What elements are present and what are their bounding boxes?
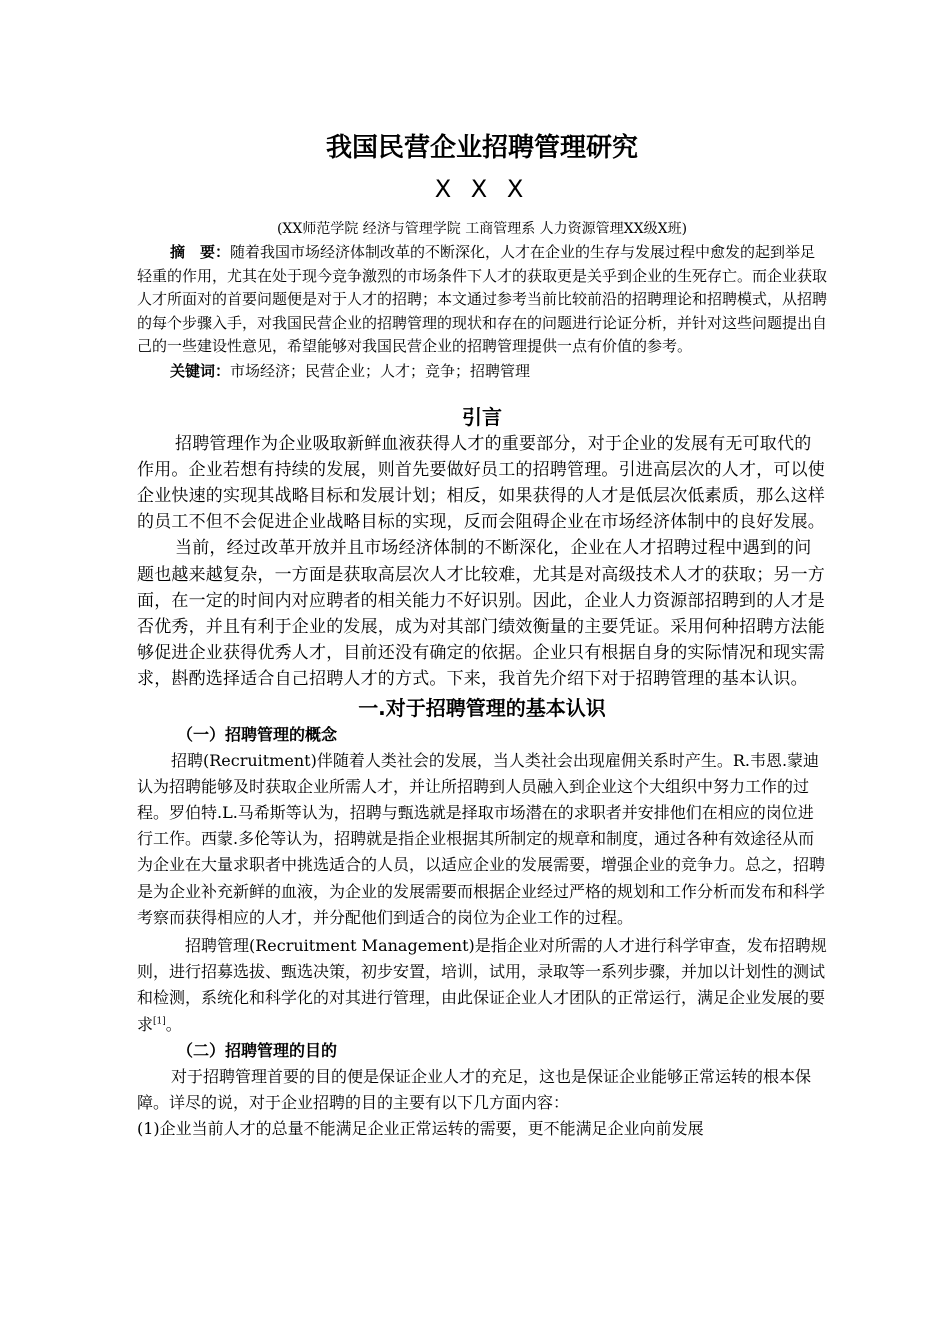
subsection-2-paragraph-1: 对于招聘管理首要的目的便是保证企业人才的充足，这也是保证企业能够正常运转的根本保障。详尽的说，对于企业招聘的目的主要有以下几方面内容： [137,1066,812,1112]
subsection-1-paragraph-1: 招聘(Recruitment)伴随着人类社会的发展，当人类社会出现雇佣关系时产生。R.韦恩.蒙迪认为招聘能够及时获取企业所需人才，并让所招聘到人员融入到企业这个大组织中努力工作的过程。罗伯特.L.马希斯等认为，招聘与甄选就是择取市场潜在的求职者并安排他们在相应的岗位进行工作。西蒙.多伦等认为，招聘就是指企业根据其所制定的规章和制度，通过各种有效途径从而为企业在大量求职者中挑选适合的人员，以适应企业的发展需要，增强企业的竞争力。总之，招聘是为企业补充新鲜的血液，为企业的发展需要而根据企业经过严格的规划和工作分析而发布和科学考察而获得相应的人才，并分配他们到适合的岗位为企业工作的过程。 [137,750,826,927]
abstract [137,241,827,359]
paper-page [137,128,827,1142]
abstract-text: 随着我国市场经济体制改革的不断深化，人才在企业的生存与发展过程中愈发的起到举足轻重的作用，尤其在处于现今竞争激烈的市场条件下人才的获取更是关乎到企业的生死存亡。而企业获取人才所面对的首要问题便是对于人才的招聘；本文通过参考当前比较前沿的招聘理论和招聘模式，从招聘的每个步骤入手，对我国民营企业的招聘管理的现状和存在的问题进行论证分析，并针对这些问题提出自己的一些建设性意见，希望能够对我国民营企业的招聘管理提供一点有价值的参考。 [137,243,828,355]
author-name: X X X [434,175,530,203]
subsection-2-list-item-1: (1)企业当前人才的总量不能满足企业正常运转的需要，更不能满足企业向前发展 [137,1119,704,1139]
keywords [137,359,827,383]
abstract-label: 摘 要： [170,243,231,261]
subsection-1-paragraph-2-end: 。 [165,1014,182,1034]
subsection-1-paragraph-2 [137,933,827,1038]
subsection-1-heading: （一）招聘管理的概念 [177,724,338,744]
subsection-1-paragraph-2-text: 招聘管理(Recruitment Management)是指企业对所需的人才进行科学审查，发布招聘规则，进行招募选拔、甄选决策，初步安置，培训，试用，录取等一系列步骤，并加以计划性的测试和检测，系统化和科学化的对其进行管理，由此保证企业人才团队的正常运行，满足企业发展的要求 [137,935,827,1034]
keywords-text: 市场经济；民营企业；人才；竞争；招聘管理 [230,361,531,380]
intro-heading: 引言 [462,404,502,429]
intro-paragraph-1: 招聘管理作为企业吸取新鲜血液获得人才的重要部分，对于企业的发展有无可取代的作用。企业若想有持续的发展，则首先要做好员工的招聘管理。引进高层次的人才，可以使企业快速的实现其战略目标和发展计划；相反，如果获得的人才是低层次低素质，那么这样的员工不但不会促进企业战略目标的实现，反而会阻碍企业在市场经济体制中的良好发展。 [137,433,825,533]
citation-ref[interactable]: [1] [153,1016,166,1027]
paper-title: 我国民营企业招聘管理研究 [325,133,638,163]
keywords-label: 关键词： [170,361,231,380]
section-1-heading: 一.对于招聘管理的基本认识 [358,695,606,720]
author-affiliation: (XX师范学院 经济与管理学院 工商管理系 人力资源管理XX级X班) [276,221,688,237]
intro-paragraph-2: 当前，经过改革开放并且市场经济体制的不断深化，企业在人才招聘过程中遇到的问题也越来越复杂，一方面是获取高层次人才比较难，尤其是对高级技术人才的获取；另一方面，在一定的时间内对应聘者的相关能力不好识别。因此，企业人力资源部招聘到的人才是否优秀，并且有利于企业的发展，成为对其部门绩效衡量的主要凭证。采用何种招聘方法能够促进企业获得优秀人才，目前还没有确定的依据。企业只有根据自身的实际情况和现实需求，斟酌选择适合自己招聘人才的方式。下来，我首先介绍下对于招聘管理的基本认识。 [137,538,825,690]
subsection-2-heading: （二）招聘管理的目的 [177,1040,338,1060]
